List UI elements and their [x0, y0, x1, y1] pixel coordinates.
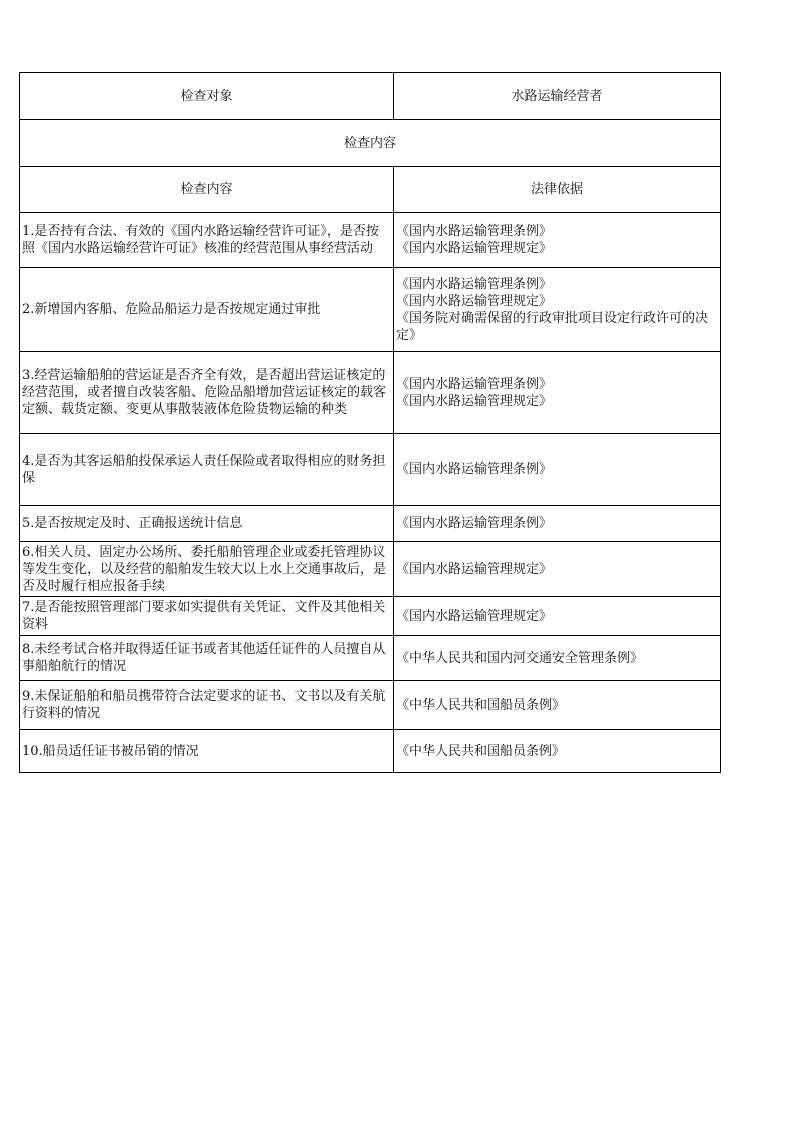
regulation-name: 《国内水路运输管理条例》 [396, 224, 553, 239]
regulation-name: 《国内水路运输管理规定》 [396, 241, 553, 256]
legal-basis [394, 730, 721, 773]
legal-basis [394, 268, 721, 352]
legal-basis [394, 352, 721, 434]
inspection-table [19, 72, 721, 773]
object-label: 检查对象 [20, 73, 394, 120]
table-row [20, 597, 721, 636]
column-header-basis: 法律依据 [394, 167, 721, 213]
regulation-name: 《国内水路运输管理条例》 [396, 376, 553, 392]
check-item: 5.是否按规定及时、正确报送统计信息 [20, 506, 394, 542]
table-row [20, 268, 721, 352]
check-item: 6.相关人员、固定办公场所、委托船舶管理企业或委托管理协议等发生变化，以及经营的船舶发生较大以上水上交通事故后，是否及时履行相应报备手续 [20, 542, 394, 597]
regulation-name: 《国内水路运输管理规定》 [396, 608, 553, 624]
legal-basis [394, 681, 721, 730]
regulation-name: 《中华人民共和国船员条例》 [396, 743, 566, 759]
regulation-name: 《国内水路运输管理规定》 [396, 293, 553, 309]
check-item: 3.经营运输船舶的营运证是否齐全有效，是否超出营运证核定的经营范围，或者擅自改装客船、危险品船增加营运证核定的载客定额、载货定额、变更从事散装液体危险货物运输的种类 [20, 352, 394, 434]
table-row [20, 213, 721, 268]
legal-basis [394, 542, 721, 597]
table-row [20, 542, 721, 597]
object-value: 水路运输经营者 [394, 73, 721, 120]
section-title-row [20, 120, 721, 167]
regulation-name: 《国内水路运输管理规定》 [396, 561, 553, 577]
table-row [20, 681, 721, 730]
check-item: 1.是否持有合法、有效的《国内水路运输经营许可证》，是否按照《国内水路运输经营许可证》核准的经营范围从事经营活动 [20, 213, 394, 268]
check-item: 10.船员适任证书被吊销的情况 [20, 730, 394, 773]
regulation-name: 《国内水路运输管理条例》 [396, 462, 553, 477]
column-header-content: 检查内容 [20, 167, 394, 213]
table-row [20, 434, 721, 506]
table-row [20, 730, 721, 773]
check-item: 8.未经考试合格并取得适任证书或者其他适任证件的人员擅自从事船舶航行的情况 [20, 636, 394, 681]
header-row-object [20, 73, 721, 120]
section-title: 检查内容 [20, 120, 721, 167]
regulation-name: 《中华人民共和国内河交通安全管理条例》 [396, 650, 644, 666]
check-item: 7.是否能按照管理部门要求如实提供有关凭证、文件及其他相关资料 [20, 597, 394, 636]
legal-basis [394, 506, 721, 542]
regulation-name: 《国内水路运输管理规定》 [396, 393, 553, 409]
check-item: 4.是否为其客运船舶投保承运人责任保险或者取得相应的财务担保 [20, 434, 394, 506]
regulation-name: 《国内水路运输管理条例》 [396, 276, 553, 292]
legal-basis [394, 597, 721, 636]
legal-basis [394, 434, 721, 506]
table-row [20, 506, 721, 542]
table-row [20, 636, 721, 681]
regulation-name: 《国内水路运输管理条例》 [396, 516, 553, 531]
legal-basis [394, 213, 721, 268]
regulation-name: 《国务院对确需保留的行政审批项目设定行政许可的决定》 [396, 310, 709, 343]
table-row [20, 352, 721, 434]
legal-basis [394, 636, 721, 681]
regulation-name: 《中华人民共和国船员条例》 [396, 697, 566, 713]
check-item: 2.新增国内客船、危险品船运力是否按规定通过审批 [20, 268, 394, 352]
column-header-row [20, 167, 721, 213]
check-item: 9.未保证船舶和船员携带符合法定要求的证书、文书以及有关航行资料的情况 [20, 681, 394, 730]
